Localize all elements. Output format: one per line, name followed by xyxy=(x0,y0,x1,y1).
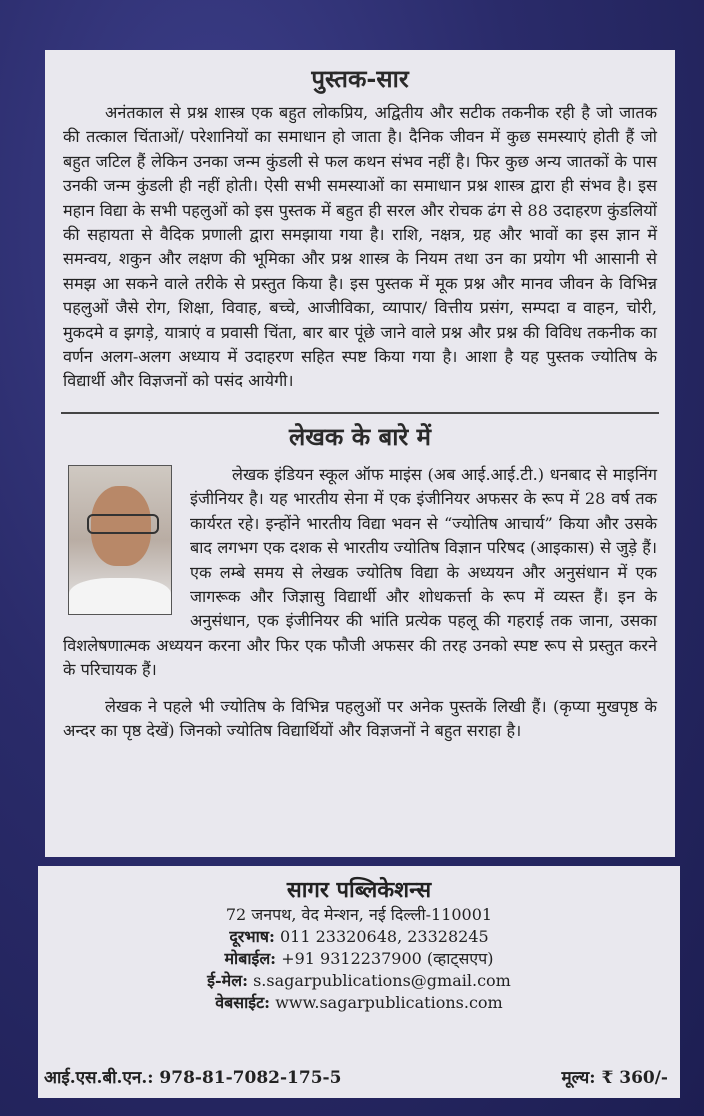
email-label: ई-मेल: xyxy=(207,971,248,990)
section-divider xyxy=(61,412,659,414)
price: मूल्य: ₹ 360/- xyxy=(561,1068,668,1088)
isbn: आई.एस.बी.एन.: 978-81-7082-175-5 xyxy=(44,1068,342,1088)
author-photo xyxy=(68,465,172,615)
publisher-address: 72 जनपथ, वेद मेन्शन, नई दिल्ली-110001 xyxy=(225,905,493,924)
summary-section xyxy=(45,50,675,394)
author-title: लेखक के बारे में xyxy=(289,421,431,451)
website-label: वेबसाईट: xyxy=(215,993,271,1012)
publisher-name: सागर पब्लिकेशन्स xyxy=(286,877,432,903)
phone: 011 23320648, 23328245 xyxy=(280,927,489,946)
email: s.sagarpublications@gmail.com xyxy=(253,971,511,990)
mobile-label: मोबाईल: xyxy=(224,949,277,968)
mobile: +91 9312237900 (व्हाट्सएप) xyxy=(281,949,494,968)
summary-text: अनंतकाल से प्रश्न शास्त्र एक बहुत लोकप्रिय, अद्वितीय और सटीक तकनीक रही है जो जातक की तत्काल चिंताओं/ परेशानियों का समाधान हो जाता है। दैनिक जीवन में कुछ समस्याएं होती हैं जो बहुत जटिल हैं लेकिन उनका जन्म कुंडली से फल कथन संभव नहीं है। फिर कुछ अन्य जातकों के पास उनकी जन्म कुंडली ही नहीं होती। ऐसी सभी समस्याओं का समाधान प्रश्न शास्त्र द्वारा ही संभव है। इस महान विद्या के सभी पहलुओं को इस पुस्तक में बहुत ही सरल और रोचक ढंग से 88 उदाहरण कुंडलियों की सहायता से वैदिक प्रणाली द्वारा समझाया गया है। राशि, नक्षत्र, ग्रह और भावों का इस ज्ञान में समन्वय, शकुन और लक्षण की भूमिका और प्रश्न शास्त्र के नियम तथा उन का प्रयोग भी आसानी से समझ आ सकने वाले तरीके से प्रस्तुत किया है। इस पुस्तक में मूक प्रश्न और मानव जीवन के विभिन्न पहलुओं जैसे रोग, शिक्षा, विवाह, बच्चे, आजीविका, व्यापार/ वित्तीय प्रसंग, सम्पदा व वाहन, चोरी, मुकदमे व झगड़े, यात्राएं व प्रवासी चिंता, बार बार पूंछे जाने वाले प्रश्न और प्रश्न की विविध तकनीक का वर्णन अलग-अलग अध्याय में उदाहरण सहित स्पष्ट किया गया है। आशा है यह पुस्तक ज्योतिष के विद्यार्थी और विज्ञजनों को पसंद आयेगी। xyxy=(63,103,657,391)
author-bio: लेखक इंडियन स्कूल ऑफ माइंस (अब आई.आई.टी.) धनबाद से माइनिंग इंजीनियर है। यह भारतीय सेना में एक इंजीनियर अफसर के रूप में 28 वर्ष तक कार्यरत रहे। इन्होंने भारतीय विद्या भवन से “ज्योतिष आचार्य” किया और उसके बाद लगभग एक दशक से भारतीय ज्योतिष विज्ञान परिषद (आइकास) से जुड़े हैं। एक लम्बे समय से लेखक ज्योतिष विद्या के अध्ययन और अनुसंधान में एक जागरूक और जिज्ञासु विद्यार्थी और शोधकर्त्ता के रूप में व्यस्त हैं। इन के अनुसंधान, एक इंजीनियर की भांति प्रत्येक पहलू की गहराई तक जाना, उसका विशलेषणात्मक अध्ययन करना और फिर एक फौजी अफसर की तरह उनको स्पष्ट रूप से प्रस्तुत करने के परिचायक हैं। xyxy=(63,464,657,680)
website: www.sagarpublications.com xyxy=(275,993,503,1012)
author-books: लेखक ने पहले भी ज्योतिष के विभिन्न पहलुओं पर अनेक पुस्तकें लिखी हैं। (कृप्या मुखपृष्ठ के अन्दर का पृष्ठ देखें) जिनको ज्योतिष विद्यार्थियों और विज्ञजनों ने बहुत सराहा है। xyxy=(63,696,657,740)
summary-title: पुस्तक-सार xyxy=(311,64,409,93)
content-panel xyxy=(45,50,675,857)
phone-label: दूरभाष: xyxy=(229,927,275,946)
publisher-panel xyxy=(38,866,680,1098)
author-section xyxy=(45,420,675,743)
